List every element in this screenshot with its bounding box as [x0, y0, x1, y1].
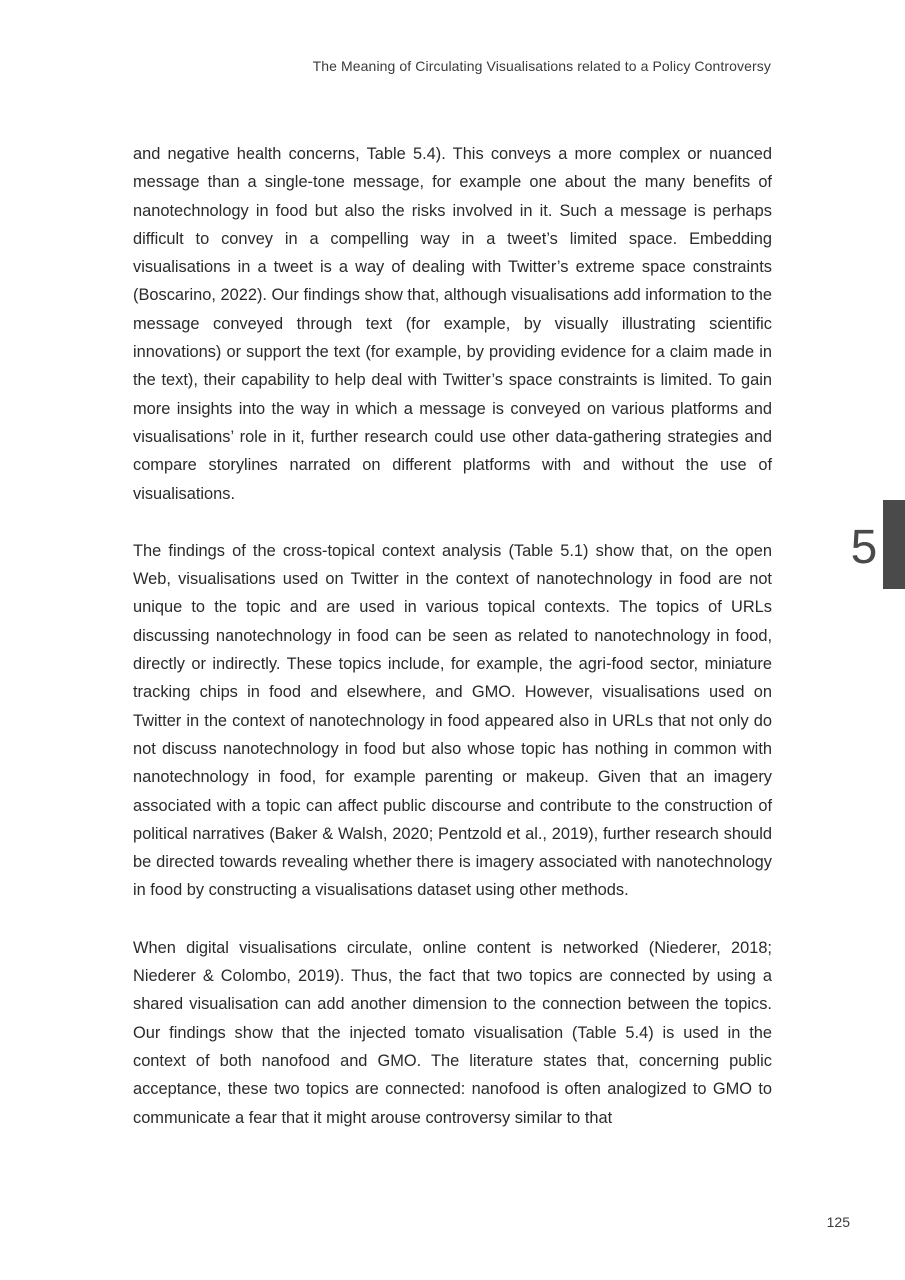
chapter-tab	[883, 500, 905, 589]
paragraph-2: The findings of the cross-topical context analysis (Table 5.1) show that, on the open Web, visualisations used on Twitter in the context of nanotechnology in food are not unique to the topic and are used in various topical contexts. The topics of URLs discussing nanotechnology in food can be seen as related to nanotechnology in food, directly or indirectly. These topics include, for example, the agri-food sector, miniature tracking chips in food and elsewhere, and GMO. However, visualisations used on Twitter in the context of nanotechnology in food appeared also in URLs that not only do not discuss nanotechnology in food but also whose topic has nothing in common with nanotechnology in food, for example parenting or makeup. Given that an imagery associated with a topic can affect public discourse and contribute to the construction of political narratives (Baker & Walsh, 2020; Pentzold et al., 2019), further research should be directed towards revealing whether there is imagery associated with nanotechnology in food by constructing a visualisations dataset using other methods.	[133, 541, 772, 900]
body-text	[133, 140, 772, 1161]
chapter-number: 5	[850, 521, 878, 574]
paragraph-3: When digital visualisations circulate, online content is networked (Niederer, 2018; Niederer & Colombo, 2019). Thus, the fact that two topics are connected by using a shared visualisation can add another dimension to the connection between the topics. Our findings show that the injected tomato visualisation (Table 5.4) is used in the context of both nanofood and GMO. The literature states that, concerning public acceptance, these two topics are connected: nanofood is often analogized to GMO to communicate a fear that it might arouse controversy similar to that	[133, 938, 772, 1127]
page-number: 125	[826, 1214, 850, 1230]
paragraph-1: and negative health concerns, Table 5.4). This conveys a more complex or nuanced message than a single-tone message, for example one about the many benefits of nanotechnology in food but also the risks involved in it. Such a message is perhaps difficult to convey in a compelling way in a tweet’s limited space. Embedding visualisations in a tweet is a way of dealing with Twitter’s extreme space constraints (Boscarino, 2022). Our findings show that, although visualisations add information to the message conveyed through text (for example, by visually illustrating scientific innovations) or support the text (for example, by providing evidence for a claim made in the text), their capability to help deal with Twitter’s space constraints is limited. To gain more insights into the way in which a message is conveyed on various platforms and visualisations’ role in it, further research could use other data-gathering strategies and compare storylines narrated on different platforms with and without the use of visualisations.	[133, 145, 772, 503]
running-header: The Meaning of Circulating Visualisations related to a Policy Controversy	[312, 58, 771, 74]
